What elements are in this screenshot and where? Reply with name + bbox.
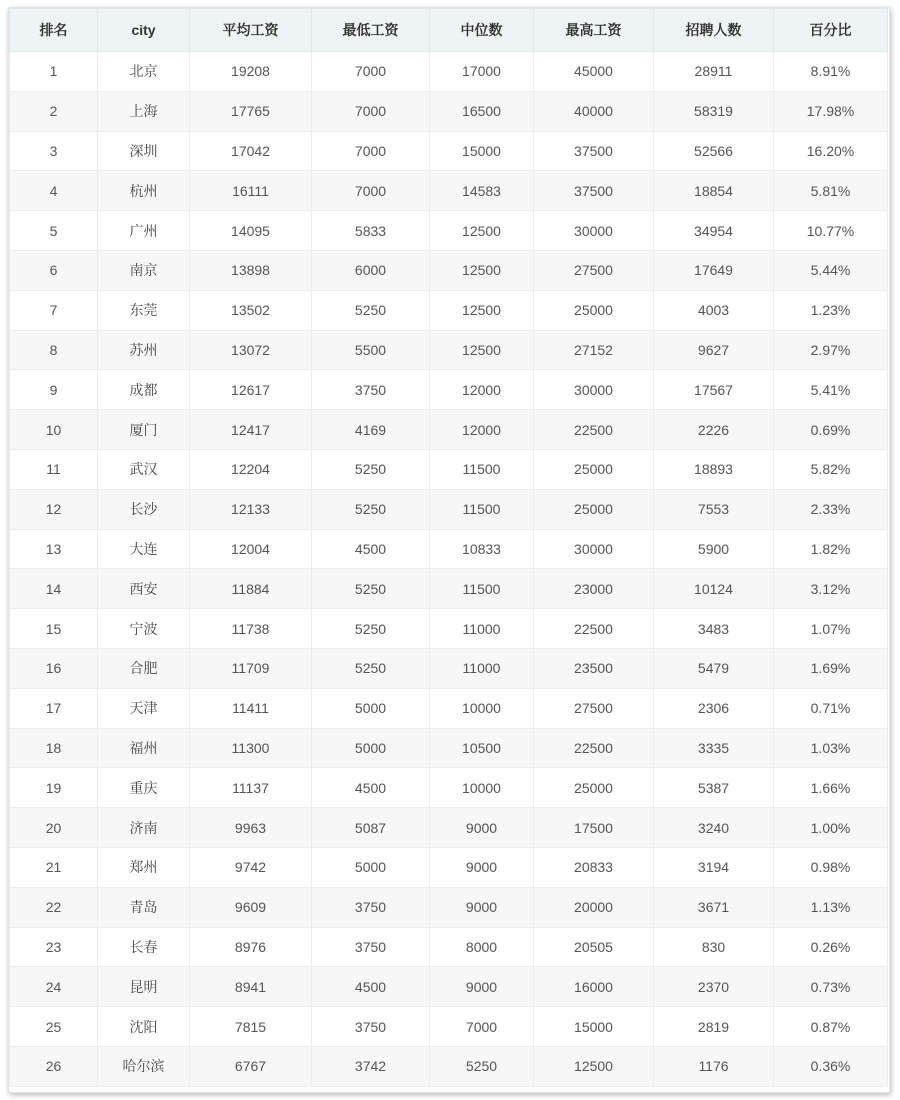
openings-cell: 4003 — [654, 290, 774, 330]
city-cell: 昆明 — [98, 967, 190, 1007]
percent-cell: 0.98% — [774, 847, 888, 887]
percent-cell: 1.69% — [774, 648, 888, 688]
table-row — [10, 489, 888, 529]
median-cell: 10833 — [430, 529, 534, 569]
median-cell: 11000 — [430, 648, 534, 688]
max-salary-cell: 22500 — [534, 609, 654, 649]
header-avg-salary[interactable]: 平均工资 — [190, 9, 312, 52]
avg-salary-cell: 9609 — [190, 887, 312, 927]
city-cell: 青岛 — [98, 887, 190, 927]
max-salary-cell: 27152 — [534, 330, 654, 370]
rank-cell: 23 — [10, 927, 98, 967]
max-salary-cell: 20505 — [534, 927, 654, 967]
min-salary-cell: 3750 — [312, 1007, 430, 1047]
openings-cell: 17567 — [654, 370, 774, 410]
city-cell: 天津 — [98, 688, 190, 728]
min-salary-cell: 6000 — [312, 250, 430, 290]
table-row — [10, 967, 888, 1007]
avg-salary-cell: 11411 — [190, 688, 312, 728]
table-row — [10, 211, 888, 251]
openings-cell: 3671 — [654, 887, 774, 927]
rank-cell: 9 — [10, 370, 98, 410]
openings-cell: 5900 — [654, 529, 774, 569]
median-cell: 9000 — [430, 808, 534, 848]
openings-cell: 2306 — [654, 688, 774, 728]
percent-cell: 8.91% — [774, 52, 888, 92]
avg-salary-cell: 9963 — [190, 808, 312, 848]
percent-cell: 5.41% — [774, 370, 888, 410]
percent-cell: 17.98% — [774, 91, 888, 131]
max-salary-cell: 45000 — [534, 52, 654, 92]
median-cell: 11500 — [430, 569, 534, 609]
median-cell: 12500 — [430, 290, 534, 330]
max-salary-cell: 17500 — [534, 808, 654, 848]
avg-salary-cell: 17765 — [190, 91, 312, 131]
median-cell: 9000 — [430, 887, 534, 927]
table-row — [10, 847, 888, 887]
rank-cell: 20 — [10, 808, 98, 848]
city-cell: 福州 — [98, 728, 190, 768]
table-row — [10, 529, 888, 569]
avg-salary-cell: 17042 — [190, 131, 312, 171]
max-salary-cell: 20000 — [534, 887, 654, 927]
percent-cell: 16.20% — [774, 131, 888, 171]
percent-cell: 5.81% — [774, 171, 888, 211]
rank-cell: 22 — [10, 887, 98, 927]
max-salary-cell: 25000 — [534, 290, 654, 330]
median-cell: 17000 — [430, 52, 534, 92]
city-cell: 哈尔滨 — [98, 1046, 190, 1086]
city-cell: 厦门 — [98, 410, 190, 450]
openings-cell: 34954 — [654, 211, 774, 251]
max-salary-cell: 27500 — [534, 688, 654, 728]
min-salary-cell: 5087 — [312, 808, 430, 848]
data-table-panel — [8, 7, 890, 1093]
percent-cell: 2.33% — [774, 489, 888, 529]
table-row — [10, 609, 888, 649]
avg-salary-cell: 6767 — [190, 1046, 312, 1086]
avg-salary-cell: 12204 — [190, 449, 312, 489]
median-cell: 7000 — [430, 1007, 534, 1047]
avg-salary-cell: 11884 — [190, 569, 312, 609]
median-cell: 11000 — [430, 609, 534, 649]
min-salary-cell: 5250 — [312, 648, 430, 688]
min-salary-cell: 7000 — [312, 171, 430, 211]
table-row — [10, 927, 888, 967]
avg-salary-cell: 12133 — [190, 489, 312, 529]
rank-cell: 24 — [10, 967, 98, 1007]
median-cell: 10000 — [430, 688, 534, 728]
max-salary-cell: 16000 — [534, 967, 654, 1007]
rank-cell: 10 — [10, 410, 98, 450]
openings-cell: 2226 — [654, 410, 774, 450]
rank-cell: 21 — [10, 847, 98, 887]
max-salary-cell: 37500 — [534, 131, 654, 171]
openings-cell: 3335 — [654, 728, 774, 768]
openings-cell: 18854 — [654, 171, 774, 211]
rank-cell: 14 — [10, 569, 98, 609]
city-cell: 长沙 — [98, 489, 190, 529]
median-cell: 11500 — [430, 489, 534, 529]
min-salary-cell: 5250 — [312, 609, 430, 649]
city-cell: 成都 — [98, 370, 190, 410]
table-row — [10, 1007, 888, 1047]
avg-salary-cell: 12417 — [190, 410, 312, 450]
percent-cell: 0.87% — [774, 1007, 888, 1047]
table-row — [10, 449, 888, 489]
rank-cell: 12 — [10, 489, 98, 529]
min-salary-cell: 5000 — [312, 847, 430, 887]
header-rank[interactable]: 排名 — [10, 9, 98, 52]
percent-cell: 1.13% — [774, 887, 888, 927]
table-row — [10, 330, 888, 370]
max-salary-cell: 22500 — [534, 728, 654, 768]
table-header-row — [10, 9, 888, 52]
openings-cell: 18893 — [654, 449, 774, 489]
openings-cell: 7553 — [654, 489, 774, 529]
header-min-salary[interactable]: 最低工资 — [312, 9, 430, 52]
rank-cell: 18 — [10, 728, 98, 768]
median-cell: 12000 — [430, 370, 534, 410]
city-cell: 苏州 — [98, 330, 190, 370]
min-salary-cell: 4500 — [312, 967, 430, 1007]
city-cell: 重庆 — [98, 768, 190, 808]
rank-cell: 2 — [10, 91, 98, 131]
avg-salary-cell: 11300 — [190, 728, 312, 768]
avg-salary-cell: 7815 — [190, 1007, 312, 1047]
min-salary-cell: 7000 — [312, 52, 430, 92]
openings-cell: 5387 — [654, 768, 774, 808]
city-cell: 北京 — [98, 52, 190, 92]
rank-cell: 17 — [10, 688, 98, 728]
rank-cell: 13 — [10, 529, 98, 569]
table-row — [10, 1046, 888, 1086]
percent-cell: 0.73% — [774, 967, 888, 1007]
openings-cell: 3483 — [654, 609, 774, 649]
table-row — [10, 808, 888, 848]
avg-salary-cell: 12617 — [190, 370, 312, 410]
percent-cell: 1.23% — [774, 290, 888, 330]
table-row — [10, 171, 888, 211]
openings-cell: 2370 — [654, 967, 774, 1007]
city-salary-table — [9, 8, 888, 1087]
rank-cell: 19 — [10, 768, 98, 808]
median-cell: 9000 — [430, 967, 534, 1007]
table-row — [10, 370, 888, 410]
median-cell: 8000 — [430, 927, 534, 967]
header-percent[interactable]: 百分比 — [774, 9, 888, 52]
openings-cell: 10124 — [654, 569, 774, 609]
rank-cell: 25 — [10, 1007, 98, 1047]
median-cell: 15000 — [430, 131, 534, 171]
percent-cell: 10.77% — [774, 211, 888, 251]
rank-cell: 1 — [10, 52, 98, 92]
city-cell: 深圳 — [98, 131, 190, 171]
percent-cell: 2.97% — [774, 330, 888, 370]
openings-cell: 5479 — [654, 648, 774, 688]
min-salary-cell: 3750 — [312, 370, 430, 410]
header-max-salary[interactable]: 最高工资 — [534, 9, 654, 52]
table-row — [10, 131, 888, 171]
percent-cell: 1.66% — [774, 768, 888, 808]
avg-salary-cell: 8941 — [190, 967, 312, 1007]
max-salary-cell: 30000 — [534, 370, 654, 410]
percent-cell: 5.44% — [774, 250, 888, 290]
openings-cell: 2819 — [654, 1007, 774, 1047]
median-cell: 12500 — [430, 211, 534, 251]
avg-salary-cell: 11738 — [190, 609, 312, 649]
percent-cell: 1.00% — [774, 808, 888, 848]
median-cell: 10000 — [430, 768, 534, 808]
avg-salary-cell: 13502 — [190, 290, 312, 330]
rank-cell: 4 — [10, 171, 98, 211]
city-cell: 南京 — [98, 250, 190, 290]
max-salary-cell: 23500 — [534, 648, 654, 688]
city-cell: 长春 — [98, 927, 190, 967]
avg-salary-cell: 13898 — [190, 250, 312, 290]
city-cell: 济南 — [98, 808, 190, 848]
city-cell: 郑州 — [98, 847, 190, 887]
min-salary-cell: 5000 — [312, 728, 430, 768]
rank-cell: 3 — [10, 131, 98, 171]
table-row — [10, 52, 888, 92]
table-row — [10, 688, 888, 728]
rank-cell: 15 — [10, 609, 98, 649]
min-salary-cell: 5000 — [312, 688, 430, 728]
max-salary-cell: 25000 — [534, 768, 654, 808]
openings-cell: 3194 — [654, 847, 774, 887]
city-cell: 广州 — [98, 211, 190, 251]
percent-cell: 1.03% — [774, 728, 888, 768]
median-cell: 11500 — [430, 449, 534, 489]
avg-salary-cell: 8976 — [190, 927, 312, 967]
max-salary-cell: 22500 — [534, 410, 654, 450]
city-cell: 杭州 — [98, 171, 190, 211]
avg-salary-cell: 9742 — [190, 847, 312, 887]
openings-cell: 9627 — [654, 330, 774, 370]
max-salary-cell: 25000 — [534, 449, 654, 489]
table-row — [10, 728, 888, 768]
max-salary-cell: 25000 — [534, 489, 654, 529]
min-salary-cell: 4500 — [312, 768, 430, 808]
median-cell: 14583 — [430, 171, 534, 211]
city-cell: 东莞 — [98, 290, 190, 330]
rank-cell: 26 — [10, 1046, 98, 1086]
max-salary-cell: 30000 — [534, 211, 654, 251]
avg-salary-cell: 12004 — [190, 529, 312, 569]
min-salary-cell: 5833 — [312, 211, 430, 251]
rank-cell: 5 — [10, 211, 98, 251]
percent-cell: 0.26% — [774, 927, 888, 967]
median-cell: 12500 — [430, 250, 534, 290]
median-cell: 5250 — [430, 1046, 534, 1086]
city-cell: 上海 — [98, 91, 190, 131]
min-salary-cell: 3742 — [312, 1046, 430, 1086]
min-salary-cell: 5250 — [312, 569, 430, 609]
min-salary-cell: 7000 — [312, 131, 430, 171]
openings-cell: 1176 — [654, 1046, 774, 1086]
rank-cell: 6 — [10, 250, 98, 290]
percent-cell: 0.69% — [774, 410, 888, 450]
min-salary-cell: 4500 — [312, 529, 430, 569]
percent-cell: 5.82% — [774, 449, 888, 489]
city-cell: 沈阳 — [98, 1007, 190, 1047]
rank-cell: 8 — [10, 330, 98, 370]
percent-cell: 3.12% — [774, 569, 888, 609]
openings-cell: 17649 — [654, 250, 774, 290]
avg-salary-cell: 11137 — [190, 768, 312, 808]
table-row — [10, 887, 888, 927]
openings-cell: 3240 — [654, 808, 774, 848]
city-cell: 合肥 — [98, 648, 190, 688]
percent-cell: 1.82% — [774, 529, 888, 569]
min-salary-cell: 5250 — [312, 290, 430, 330]
table-row — [10, 91, 888, 131]
openings-cell: 28911 — [654, 52, 774, 92]
avg-salary-cell: 16111 — [190, 171, 312, 211]
percent-cell: 1.07% — [774, 609, 888, 649]
openings-cell: 58319 — [654, 91, 774, 131]
max-salary-cell: 40000 — [534, 91, 654, 131]
table-row — [10, 290, 888, 330]
table-row — [10, 410, 888, 450]
min-salary-cell: 5500 — [312, 330, 430, 370]
header-median[interactable]: 中位数 — [430, 9, 534, 52]
percent-cell: 0.36% — [774, 1046, 888, 1086]
city-cell: 大连 — [98, 529, 190, 569]
median-cell: 12000 — [430, 410, 534, 450]
table-row — [10, 768, 888, 808]
table-body — [10, 52, 888, 1087]
avg-salary-cell: 11709 — [190, 648, 312, 688]
city-cell: 武汉 — [98, 449, 190, 489]
max-salary-cell: 23000 — [534, 569, 654, 609]
table-row — [10, 569, 888, 609]
max-salary-cell: 20833 — [534, 847, 654, 887]
city-cell: 宁波 — [98, 609, 190, 649]
median-cell: 16500 — [430, 91, 534, 131]
table-row — [10, 648, 888, 688]
min-salary-cell: 3750 — [312, 887, 430, 927]
min-salary-cell: 7000 — [312, 91, 430, 131]
header-city[interactable]: city — [98, 9, 190, 52]
min-salary-cell: 5250 — [312, 449, 430, 489]
avg-salary-cell: 19208 — [190, 52, 312, 92]
max-salary-cell: 12500 — [534, 1046, 654, 1086]
min-salary-cell: 3750 — [312, 927, 430, 967]
min-salary-cell: 5250 — [312, 489, 430, 529]
max-salary-cell: 27500 — [534, 250, 654, 290]
rank-cell: 11 — [10, 449, 98, 489]
city-cell: 西安 — [98, 569, 190, 609]
min-salary-cell: 4169 — [312, 410, 430, 450]
rank-cell: 7 — [10, 290, 98, 330]
percent-cell: 0.71% — [774, 688, 888, 728]
median-cell: 9000 — [430, 847, 534, 887]
median-cell: 12500 — [430, 330, 534, 370]
max-salary-cell: 30000 — [534, 529, 654, 569]
table-row — [10, 250, 888, 290]
header-openings[interactable]: 招聘人数 — [654, 9, 774, 52]
max-salary-cell: 15000 — [534, 1007, 654, 1047]
median-cell: 10500 — [430, 728, 534, 768]
openings-cell: 52566 — [654, 131, 774, 171]
avg-salary-cell: 14095 — [190, 211, 312, 251]
max-salary-cell: 37500 — [534, 171, 654, 211]
rank-cell: 16 — [10, 648, 98, 688]
avg-salary-cell: 13072 — [190, 330, 312, 370]
openings-cell: 830 — [654, 927, 774, 967]
